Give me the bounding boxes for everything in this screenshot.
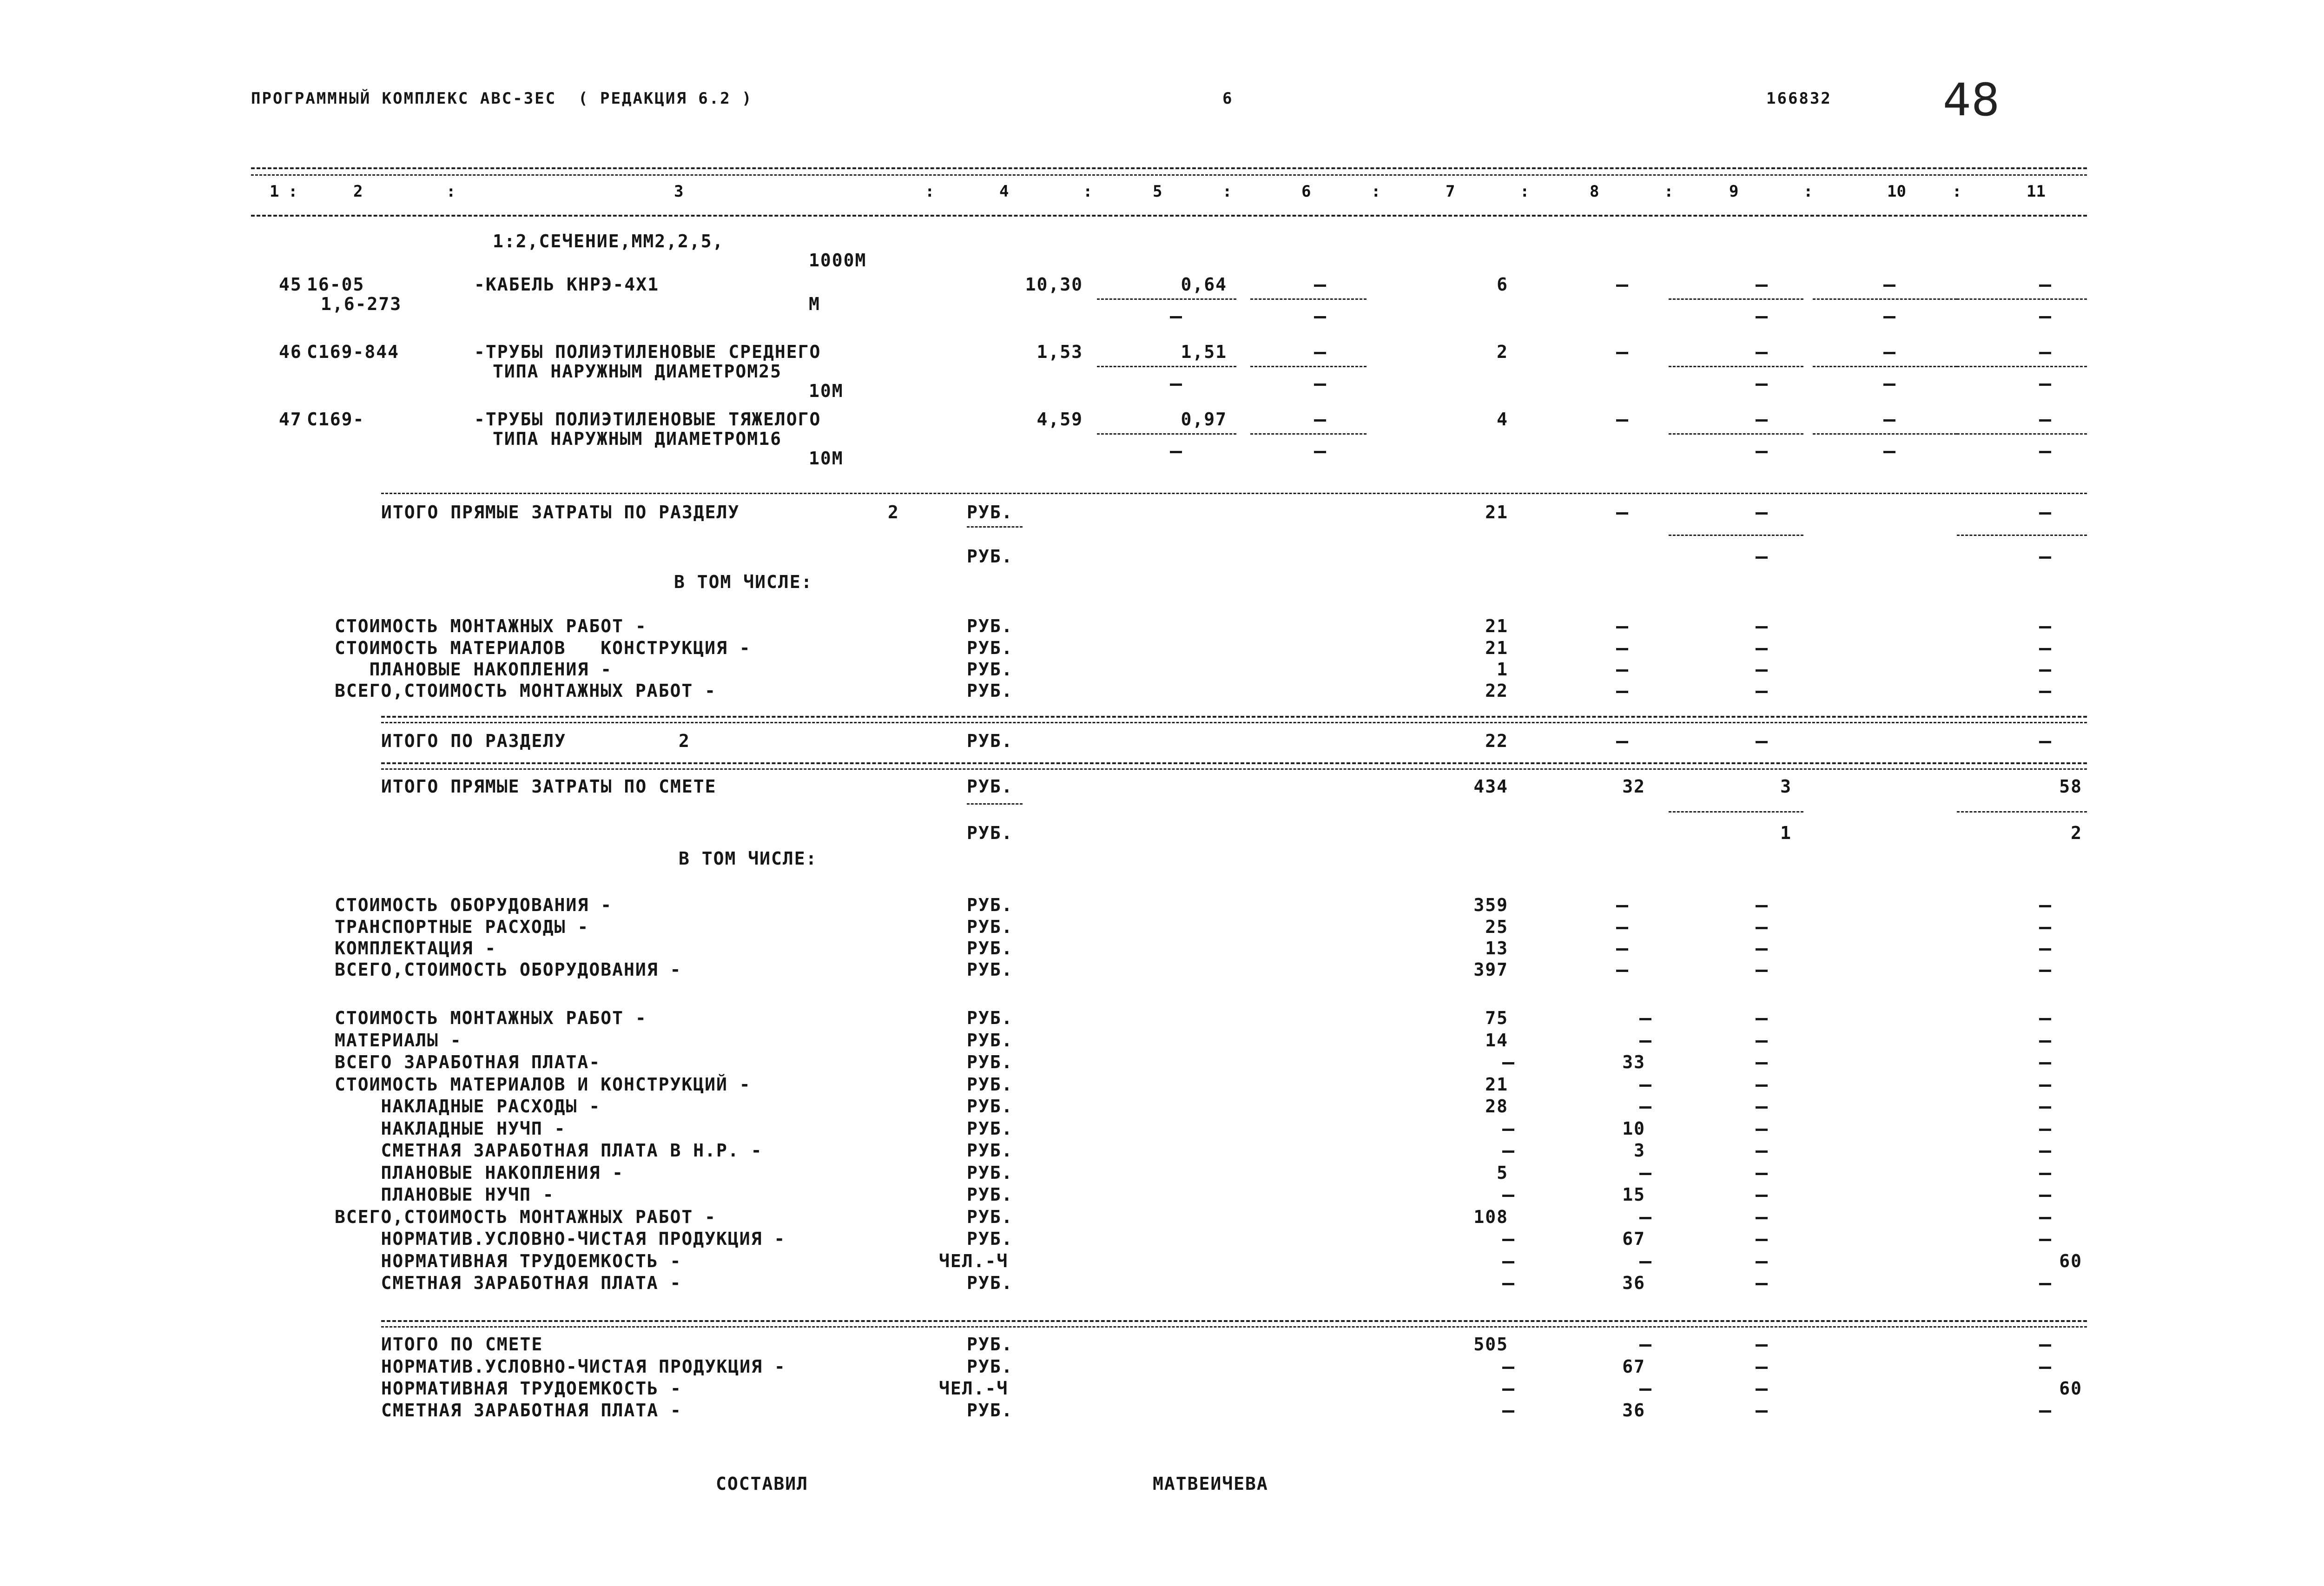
section-breakdown-label: ВСЕГО,СТОИМОСТЬ МОНТАЖНЫХ РАБОТ - (335, 681, 716, 701)
works-unit: РУБ. (967, 1008, 1013, 1028)
item-col9b-dash (1756, 383, 1768, 386)
works-c8: 33 (1622, 1052, 1645, 1072)
section-breakdown-c9-dash (1756, 691, 1768, 693)
item-number: 47 (279, 409, 302, 430)
section-direct-c7: 21 (1485, 502, 1508, 522)
section-breakdown-c11-dash (2039, 626, 2051, 628)
item-name: -ТРУБЫ ПОЛИЭТИЛЕНОВЫЕ СРЕДНЕГО (474, 342, 821, 362)
section-itogo-c7: 22 (1485, 731, 1508, 751)
equipment-c11-dash (2039, 905, 2051, 907)
composed-by-name: МАТВЕИЧЕВА (1153, 1474, 1268, 1494)
works-unit: РУБ. (967, 1229, 1013, 1249)
section-direct-label: ИТОГО ПРЯМЫЕ ЗАТРАТЫ ПО РАЗДЕЛУ (381, 502, 740, 522)
equipment-c7: 25 (1485, 917, 1508, 937)
works-c8-dash (1639, 1173, 1651, 1175)
item-col6-dash (1314, 419, 1326, 422)
works-c9-dash (1756, 1239, 1768, 1241)
estimate-c11-underline (1957, 811, 2087, 813)
item-col5b-dash (1170, 383, 1182, 386)
section-itogo-c8-dash (1616, 741, 1628, 743)
item-unit: 10М (809, 381, 844, 401)
section-itogo-rule2 (381, 722, 2087, 723)
equipment-c7: 13 (1485, 938, 1508, 958)
works-c8: 36 (1622, 1273, 1645, 1293)
final-unit: РУБ. (967, 1356, 1013, 1377)
item-rule-price (1097, 298, 1236, 300)
item-col5b-dash (1170, 451, 1182, 453)
item-col6-dash (1314, 284, 1326, 287)
equipment-unit: РУБ. (967, 938, 1013, 958)
section-itogo-c11-dash (2039, 741, 2051, 743)
works-unit: РУБ. (967, 1074, 1013, 1095)
final-rule2 (381, 1326, 2087, 1328)
estimate-c9-underline (1669, 811, 1803, 813)
section-breakdown-c9-dash (1756, 626, 1768, 628)
section-direct-unit-2: РУБ. (967, 546, 1013, 567)
works-c8: 3 (1634, 1140, 1645, 1161)
final-c7-dash (1502, 1388, 1514, 1391)
section-itogo-c9-dash (1756, 741, 1768, 743)
item-price: 1,51 (1181, 342, 1227, 362)
works-c8: 10 (1622, 1118, 1645, 1139)
item-rule-col10 (1813, 298, 1957, 300)
item-col11b-dash (2039, 451, 2051, 453)
works-c8-dash (1639, 1106, 1651, 1109)
works-c9-dash (1756, 1129, 1768, 1131)
works-label: НОРМАТИВНАЯ ТРУДОЕМКОСТЬ - (335, 1251, 682, 1271)
item-col8-dash (1616, 352, 1628, 354)
works-c11-dash (2039, 1084, 2051, 1087)
column-header-3: 3 (674, 182, 684, 201)
equipment-label: ТРАНСПОРТНЫЕ РАСХОДЫ - (335, 917, 589, 937)
header-rule-bottom (251, 215, 2087, 217)
estimate-rule2 (381, 768, 2087, 770)
item-price: 0,64 (1181, 274, 1227, 295)
section-breakdown-unit: РУБ. (967, 681, 1013, 701)
item-rule-price (1097, 366, 1236, 367)
header-rule-top (251, 167, 2087, 169)
item-code-2: 1,6-273 (321, 294, 402, 314)
section-breakdown-c8-dash (1616, 669, 1628, 672)
works-c11-dash (2039, 1239, 2051, 1241)
works-label: НАКЛАДНЫЕ НУЧП - (335, 1118, 566, 1139)
final-c8: 36 (1622, 1400, 1645, 1421)
works-c8-dash (1639, 1040, 1651, 1043)
final-c11-dash (2039, 1410, 2051, 1413)
works-c9-dash (1756, 1217, 1768, 1219)
works-c7: 28 (1485, 1096, 1508, 1117)
item-col5b-dash (1170, 316, 1182, 318)
column-separator: : (1083, 182, 1093, 201)
equipment-label: КОМПЛЕКТАЦИЯ - (335, 938, 497, 958)
works-label: МАТЕРИАЛЫ - (335, 1030, 462, 1051)
item-col11b-dash (2039, 316, 2051, 318)
section-breakdown-c8-dash (1616, 626, 1628, 628)
column-separator: : (925, 182, 935, 201)
column-header-2: 2 (353, 182, 363, 201)
item-unit: 10М (809, 448, 844, 469)
works-unit: РУБ. (967, 1207, 1013, 1227)
equipment-c8-dash (1616, 905, 1628, 907)
item-unit: М (809, 294, 820, 314)
sheet-number: 48 (1943, 74, 2000, 126)
item-rule-col6 (1250, 433, 1367, 435)
works-unit: РУБ. (967, 1273, 1013, 1293)
works-c9-dash (1756, 1283, 1768, 1285)
item-col10b-dash (1883, 316, 1895, 318)
item-col10-dash (1883, 419, 1895, 422)
section-breakdown-c11-dash (2039, 691, 2051, 693)
works-unit: РУБ. (967, 1184, 1013, 1205)
works-c7: 5 (1497, 1163, 1508, 1183)
works-c8-dash (1639, 1018, 1651, 1020)
section-breakdown-label: ПЛАНОВЫЕ НАКОПЛЕНИЯ - (335, 659, 613, 680)
equipment-c9-dash (1756, 927, 1768, 929)
equipment-c11-dash (2039, 970, 2051, 972)
section-breakdown-unit: РУБ. (967, 638, 1013, 658)
final-unit: ЧЕЛ.-Ч (939, 1378, 1009, 1399)
item-col7: 2 (1497, 342, 1508, 362)
column-separator: : (1222, 182, 1232, 201)
final-c7: 505 (1473, 1334, 1508, 1355)
item-col6b-dash (1314, 451, 1326, 453)
works-unit: РУБ. (967, 1030, 1013, 1051)
section-direct-num: 2 (888, 502, 899, 522)
works-label: НАКЛАДНЫЕ РАСХОДЫ - (335, 1096, 601, 1117)
works-c11-dash (2039, 1195, 2051, 1197)
section-breakdown-c8-dash (1616, 648, 1628, 650)
estimate-direct-c7: 434 (1473, 776, 1508, 797)
column-header-5: 5 (1153, 182, 1162, 201)
final-c11: 60 (2059, 1378, 2082, 1399)
item-name-2: ТИПА НАРУЖНЫМ ДИАМЕТРОМ16 (493, 429, 782, 449)
section-breakdown-c11-dash (2039, 648, 2051, 650)
section-breakdown-c9-dash (1756, 669, 1768, 672)
column-header-8: 8 (1590, 182, 1599, 201)
continuation-line-2: 1000М (809, 250, 867, 271)
equipment-c11-dash (2039, 948, 2051, 951)
final-c9-dash (1756, 1367, 1768, 1369)
final-label: СМЕТНАЯ ЗАРАБОТНАЯ ПЛАТА - (381, 1400, 682, 1421)
page-number: 6 (1222, 89, 1234, 108)
section-c9-underline (1669, 535, 1803, 536)
works-c11-dash (2039, 1062, 2051, 1064)
column-header-11: 11 (2027, 182, 2046, 201)
works-c11-dash (2039, 1217, 2051, 1219)
section-breakdown-c7: 21 (1485, 638, 1508, 658)
item-col9-dash (1756, 419, 1768, 422)
item-quantity: 4,59 (1037, 409, 1083, 430)
item-rule-col9 (1669, 433, 1803, 435)
column-header-6: 6 (1301, 182, 1311, 201)
item-rule-col9 (1669, 298, 1803, 300)
item-col10-dash (1883, 284, 1895, 287)
estimate-rule (381, 762, 2087, 764)
works-c9-dash (1756, 1173, 1768, 1175)
works-label: ВСЕГО ЗАРАБОТНАЯ ПЛАТА- (335, 1052, 601, 1072)
section-breakdown-unit: РУБ. (967, 659, 1013, 680)
item-price: 0,97 (1181, 409, 1227, 430)
works-c8-dash (1639, 1084, 1651, 1087)
equipment-c9-dash (1756, 905, 1768, 907)
item-rule-col6 (1250, 366, 1367, 367)
estimate-unit-underline (967, 803, 1023, 805)
works-c7: 75 (1485, 1008, 1508, 1028)
item-quantity: 10,30 (1025, 274, 1083, 295)
section-itogo-num: 2 (679, 731, 690, 751)
works-c8: 67 (1622, 1229, 1645, 1249)
item-name: -КАБЕЛЬ КНРЭ-4Х1 (474, 274, 660, 295)
item-col10b-dash (1883, 451, 1895, 453)
column-header-9: 9 (1729, 182, 1739, 201)
section-direct-c11-dash (2039, 512, 2051, 515)
final-c9-dash (1756, 1344, 1768, 1347)
item-code: С169-844 (307, 342, 400, 362)
estimate-direct-c11b: 2 (2071, 823, 2082, 843)
item-name-2: ТИПА НАРУЖНЫМ ДИАМЕТРОМ25 (493, 361, 782, 382)
column-header-1: 1 (270, 182, 279, 201)
works-label: СМЕТНАЯ ЗАРАБОТНАЯ ПЛАТА В Н.Р. - (335, 1140, 763, 1161)
works-label: СТОИМОСТЬ МОНТАЖНЫХ РАБОТ - (335, 1008, 647, 1028)
works-label: ПЛАНОВЫЕ НАКОПЛЕНИЯ - (335, 1163, 624, 1183)
equipment-c7: 359 (1473, 895, 1508, 915)
works-c11-dash (2039, 1150, 2051, 1153)
works-c11-dash (2039, 1106, 2051, 1109)
final-c8-dash (1639, 1344, 1651, 1347)
item-rule-col11 (1957, 366, 2087, 367)
continuation-line-1: 1:2,СЕЧЕНИЕ,ММ2,2,5, (493, 231, 724, 251)
works-c8-dash (1639, 1217, 1651, 1219)
equipment-c8-dash (1616, 927, 1628, 929)
final-c9-dash (1756, 1410, 1768, 1413)
equipment-c8-dash (1616, 970, 1628, 972)
final-label: ИТОГО ПО СМЕТЕ (381, 1334, 543, 1355)
section-c11-underline (1957, 535, 2087, 536)
section-breakdown-c11-dash (2039, 669, 2051, 672)
final-label: НОРМАТИВНАЯ ТРУДОЕМКОСТЬ - (381, 1378, 682, 1399)
final-c9-dash (1756, 1388, 1768, 1391)
item-col8-dash (1616, 419, 1628, 422)
section-breakdown-c8-dash (1616, 691, 1628, 693)
item-col8-dash (1616, 284, 1628, 287)
works-c11-dash (2039, 1040, 2051, 1043)
item-col11b-dash (2039, 383, 2051, 386)
section-c11b-dash (2039, 556, 2051, 559)
works-label: СМЕТНАЯ ЗАРАБОТНАЯ ПЛАТА - (335, 1273, 682, 1293)
works-c7: 108 (1473, 1207, 1508, 1227)
item-rule-col9 (1669, 366, 1803, 367)
composed-by-label: СОСТАВИЛ (716, 1474, 809, 1494)
works-c7: 14 (1485, 1030, 1508, 1051)
final-c8-dash (1639, 1388, 1651, 1391)
section-breakdown-label: СТОИМОСТЬ МАТЕРИАЛОВ КОНСТРУКЦИЯ - (335, 638, 751, 658)
column-header-4: 4 (999, 182, 1009, 201)
item-code: С169- (307, 409, 365, 430)
program-title: ПРОГРАММНЫЙ КОМПЛЕКС АВС-3ЕС ( РЕДАКЦИЯ 6.2 ) (251, 89, 753, 108)
header-rule-top2 (251, 174, 2087, 176)
works-unit: РУБ. (967, 1118, 1013, 1139)
final-rule (381, 1320, 2087, 1322)
equipment-c9-dash (1756, 948, 1768, 951)
works-c9-dash (1756, 1150, 1768, 1153)
equipment-unit: РУБ. (967, 917, 1013, 937)
works-c9-dash (1756, 1018, 1768, 1020)
works-c11-dash (2039, 1173, 2051, 1175)
document-code: 166832 (1766, 89, 1832, 108)
works-c9-dash (1756, 1261, 1768, 1263)
equipment-c7: 397 (1473, 959, 1508, 980)
item-col6b-dash (1314, 316, 1326, 318)
section-breakdown-unit: РУБ. (967, 616, 1013, 636)
works-unit: РУБ. (967, 1052, 1013, 1072)
estimate-direct-unit-2: РУБ. (967, 823, 1013, 843)
item-col10b-dash (1883, 383, 1895, 386)
column-header-10: 10 (1887, 182, 1906, 201)
works-c7-dash (1502, 1261, 1514, 1263)
estimate-direct-c9b: 1 (1780, 823, 1792, 843)
works-c11: 60 (2059, 1251, 2082, 1271)
equipment-c8-dash (1616, 948, 1628, 951)
item-rule-price (1097, 433, 1236, 435)
estimate-direct-label: ИТОГО ПРЯМЫЕ ЗАТРАТЫ ПО СМЕТЕ (381, 776, 717, 797)
final-label: НОРМАТИВ.УСЛОВНО-ЧИСТАЯ ПРОДУКЦИЯ - (381, 1356, 786, 1377)
works-c9-dash (1756, 1040, 1768, 1043)
section-c9b-dash (1756, 556, 1768, 559)
item-col11-dash (2039, 352, 2051, 354)
section-breakdown-c7: 1 (1497, 659, 1508, 680)
item-col9b-dash (1756, 316, 1768, 318)
final-c11-dash (2039, 1367, 2051, 1369)
equipment-c11-dash (2039, 927, 2051, 929)
works-unit: ЧЕЛ.-Ч (939, 1251, 1009, 1271)
estimate-direct-c9: 3 (1780, 776, 1792, 797)
final-c8: 67 (1622, 1356, 1645, 1377)
column-header-7: 7 (1446, 182, 1455, 201)
in-that-heading: В ТОМ ЧИСЛЕ: (674, 572, 813, 592)
estimate-direct-unit: РУБ. (967, 776, 1013, 797)
item-name: -ТРУБЫ ПОЛИЭТИЛЕНОВЫЕ ТЯЖЕЛОГО (474, 409, 821, 430)
item-col11-dash (2039, 419, 2051, 422)
equipment-label: СТОИМОСТЬ ОБОРУДОВАНИЯ - (335, 895, 613, 915)
item-rule-col10 (1813, 433, 1957, 435)
item-number: 46 (279, 342, 302, 362)
item-rule-col10 (1813, 366, 1957, 367)
item-col6-dash (1314, 352, 1326, 354)
section-itogo-unit: РУБ. (967, 731, 1013, 751)
column-separator: : (446, 182, 456, 201)
item-rule-col6 (1250, 298, 1367, 300)
section-direct-unit: РУБ. (967, 502, 1013, 522)
section-breakdown-c7: 22 (1485, 681, 1508, 701)
item-col10-dash (1883, 352, 1895, 354)
works-c11-dash (2039, 1283, 2051, 1285)
section-breakdown-label: СТОИМОСТЬ МОНТАЖНЫХ РАБОТ - (335, 616, 647, 636)
column-separator: : (1520, 182, 1530, 201)
estimate-direct-c8: 32 (1622, 776, 1645, 797)
column-separator: : (1664, 182, 1674, 201)
works-c9-dash (1756, 1195, 1768, 1197)
final-unit: РУБ. (967, 1400, 1013, 1421)
equipment-c9-dash (1756, 970, 1768, 972)
works-c9-dash (1756, 1106, 1768, 1109)
column-separator: : (1371, 182, 1381, 201)
works-label: НОРМАТИВ.УСЛОВНО-ЧИСТАЯ ПРОДУКЦИЯ - (335, 1229, 786, 1249)
item-col9-dash (1756, 352, 1768, 354)
section-direct-c9-dash (1756, 512, 1768, 515)
works-c9-dash (1756, 1084, 1768, 1087)
works-label: ПЛАНОВЫЕ НУЧП - (335, 1184, 555, 1205)
section-breakdown-c7: 21 (1485, 616, 1508, 636)
works-c11-dash (2039, 1129, 2051, 1131)
estimate-direct-c11: 58 (2059, 776, 2082, 797)
section-breakdown-c9-dash (1756, 648, 1768, 650)
works-label: СТОИМОСТЬ МАТЕРИАЛОВ И КОНСТРУКЦИЙ - (335, 1074, 751, 1095)
final-unit: РУБ. (967, 1334, 1013, 1355)
works-c8: 15 (1622, 1184, 1645, 1205)
item-col9-dash (1756, 284, 1768, 287)
works-label: ВСЕГО,СТОИМОСТЬ МОНТАЖНЫХ РАБОТ - (335, 1207, 716, 1227)
section-rule-top (381, 493, 2087, 494)
item-rule-col11 (1957, 433, 2087, 435)
item-rule-col11 (1957, 298, 2087, 300)
equipment-unit: РУБ. (967, 959, 1013, 980)
works-unit: РУБ. (967, 1140, 1013, 1161)
equipment-unit: РУБ. (967, 895, 1013, 915)
works-c8-dash (1639, 1261, 1651, 1263)
works-unit: РУБ. (967, 1163, 1013, 1183)
section-direct-c8-dash (1616, 512, 1628, 515)
final-c11-dash (2039, 1344, 2051, 1347)
item-col9b-dash (1756, 451, 1768, 453)
column-separator: : (1803, 182, 1813, 201)
item-quantity: 1,53 (1037, 342, 1083, 362)
section-itogo-label: ИТОГО ПО РАЗДЕЛУ (381, 731, 567, 751)
column-separator: : (288, 182, 298, 201)
in-that-heading-2: В ТОМ ЧИСЛЕ: (679, 848, 818, 869)
works-c11-dash (2039, 1018, 2051, 1020)
item-col11-dash (2039, 284, 2051, 287)
section-itogo-rule (381, 716, 2087, 718)
item-number: 45 (279, 274, 302, 295)
section-unit-underline (967, 526, 1023, 528)
works-c7: 21 (1485, 1074, 1508, 1095)
equipment-label: ВСЕГО,СТОИМОСТЬ ОБОРУДОВАНИЯ - (335, 959, 682, 980)
item-col6b-dash (1314, 383, 1326, 386)
works-c9-dash (1756, 1062, 1768, 1064)
column-separator: : (1952, 182, 1962, 201)
works-unit: РУБ. (967, 1096, 1013, 1117)
item-col7: 4 (1497, 409, 1508, 430)
item-col7: 6 (1497, 274, 1508, 295)
item-code: 16-05 (307, 274, 365, 295)
